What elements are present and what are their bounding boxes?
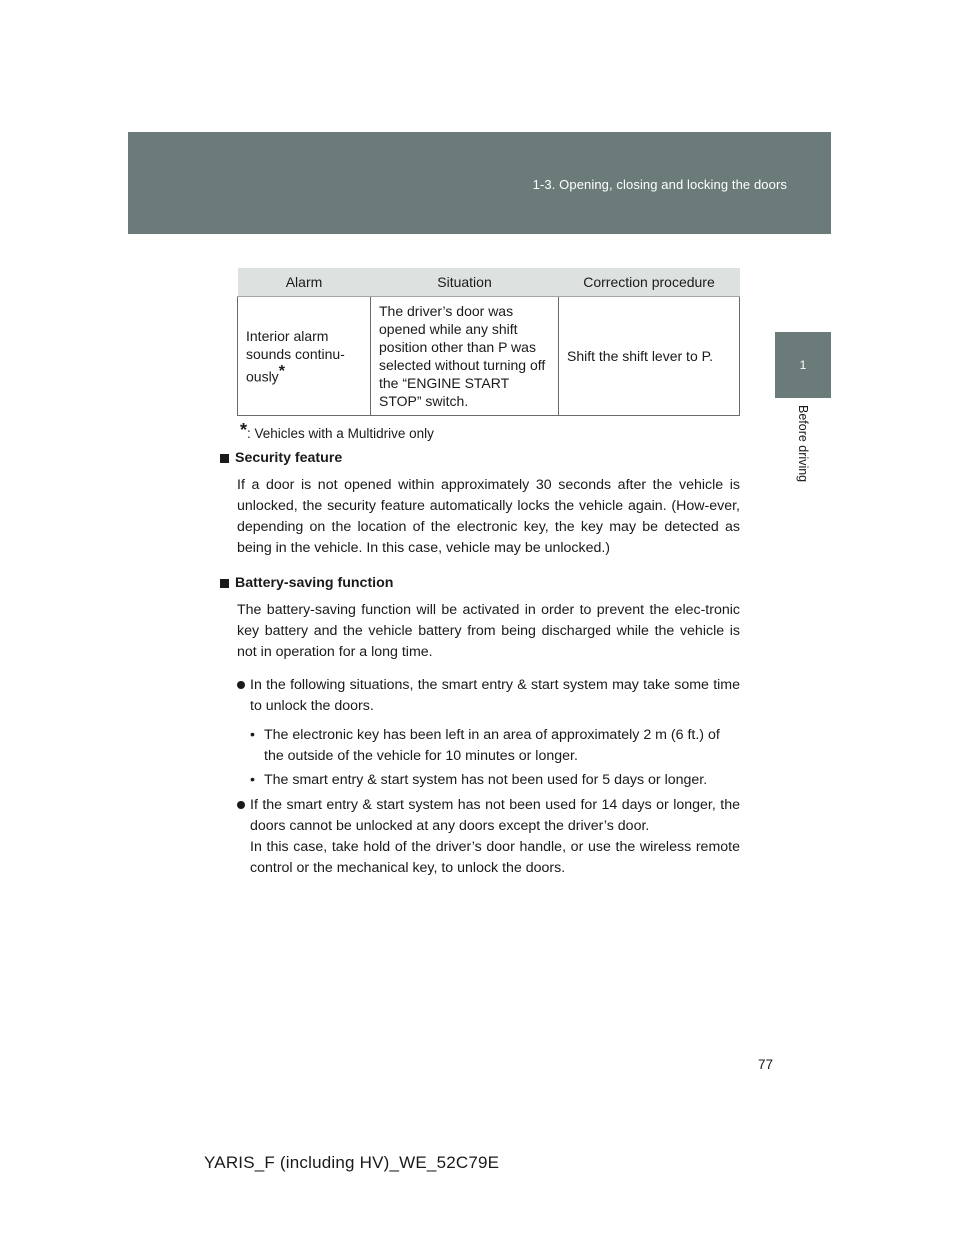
cell-situation: The driver’s door was opened while any shift position other than P was selected without turning off the “ENGINE START STOP” switch. (371, 297, 559, 416)
bullet-text-line-2: In this case, take hold of the driver’s door handle, or use the wireless remote control or the mechanical key, to unlock the doors. (250, 839, 740, 876)
chapter-number: 1 (799, 358, 807, 372)
sub-bullet-text: The smart entry & start system has not been used for 5 days or longer. (264, 772, 708, 788)
header-correction: Correction procedure (559, 268, 740, 297)
battery-heading (220, 573, 740, 594)
bullet-text (250, 795, 740, 879)
list-item (237, 795, 740, 879)
chapter-tab[interactable] (775, 332, 831, 398)
alarm-text: Interior alarm sounds continu-ously (246, 327, 345, 385)
list-item (250, 770, 740, 791)
footnote (240, 420, 434, 441)
list-item (250, 725, 740, 767)
table-header-row (238, 268, 740, 297)
security-paragraph: If a door is not opened within approximately 30 seconds after the vehicle is unlocked, the security feature automatically locks the vehicle again. (How-ever, depending on the location of the electronic key, the key may be detected as being in the vehicle. In this case, vehicle may be unlocked.) (237, 477, 740, 556)
section-title: 1-3. Opening, closing and locking the doors (532, 177, 787, 192)
sub-bullet-text: The electronic key has been left in an area of approximately 2 m (6 ft.) of the outside of the vehicle for 10 minutes or longer. (264, 727, 720, 764)
square-bullet-icon (220, 579, 229, 588)
security-heading (220, 448, 740, 469)
sub-bullet-mark: • (250, 772, 255, 788)
header-alarm: Alarm (238, 268, 371, 297)
list-item (237, 675, 740, 717)
cell-alarm (238, 297, 371, 416)
alarm-footnote-star: * (278, 362, 285, 380)
sub-bullet-mark: • (250, 727, 255, 743)
round-bullet-icon (237, 801, 245, 809)
cell-correction: Shift the shift lever to P. (559, 297, 740, 416)
alarm-table (237, 268, 740, 416)
battery-paragraph: The battery-saving function will be activated in order to prevent the elec-tronic key battery and the vehicle battery from being discharged while the vehicle is not in operation for a long time. (237, 602, 740, 660)
table-row (238, 297, 740, 416)
footnote-text: : Vehicles with a Multidrive only (247, 426, 434, 441)
security-title: Security feature (235, 450, 343, 466)
round-bullet-icon (237, 681, 245, 689)
chapter-header-band (128, 132, 831, 234)
bullet-text-line-1: If the smart entry & start system has not been used for 14 days or longer, the doors cannot be unlocked at any doors except the driver’s door. (250, 797, 740, 834)
main-content (220, 448, 740, 879)
page-number: 77 (758, 1057, 774, 1072)
chapter-label: Before driving (796, 405, 810, 483)
square-bullet-icon (220, 454, 229, 463)
footnote-star: * (240, 420, 248, 440)
document-code: YARIS_F (including HV)_WE_52C79E (204, 1153, 500, 1172)
bullet-text: In the following situations, the smart entry & start system may take some time to unlock the doors. (250, 677, 740, 714)
header-situation: Situation (371, 268, 559, 297)
battery-title: Battery-saving function (235, 575, 394, 591)
